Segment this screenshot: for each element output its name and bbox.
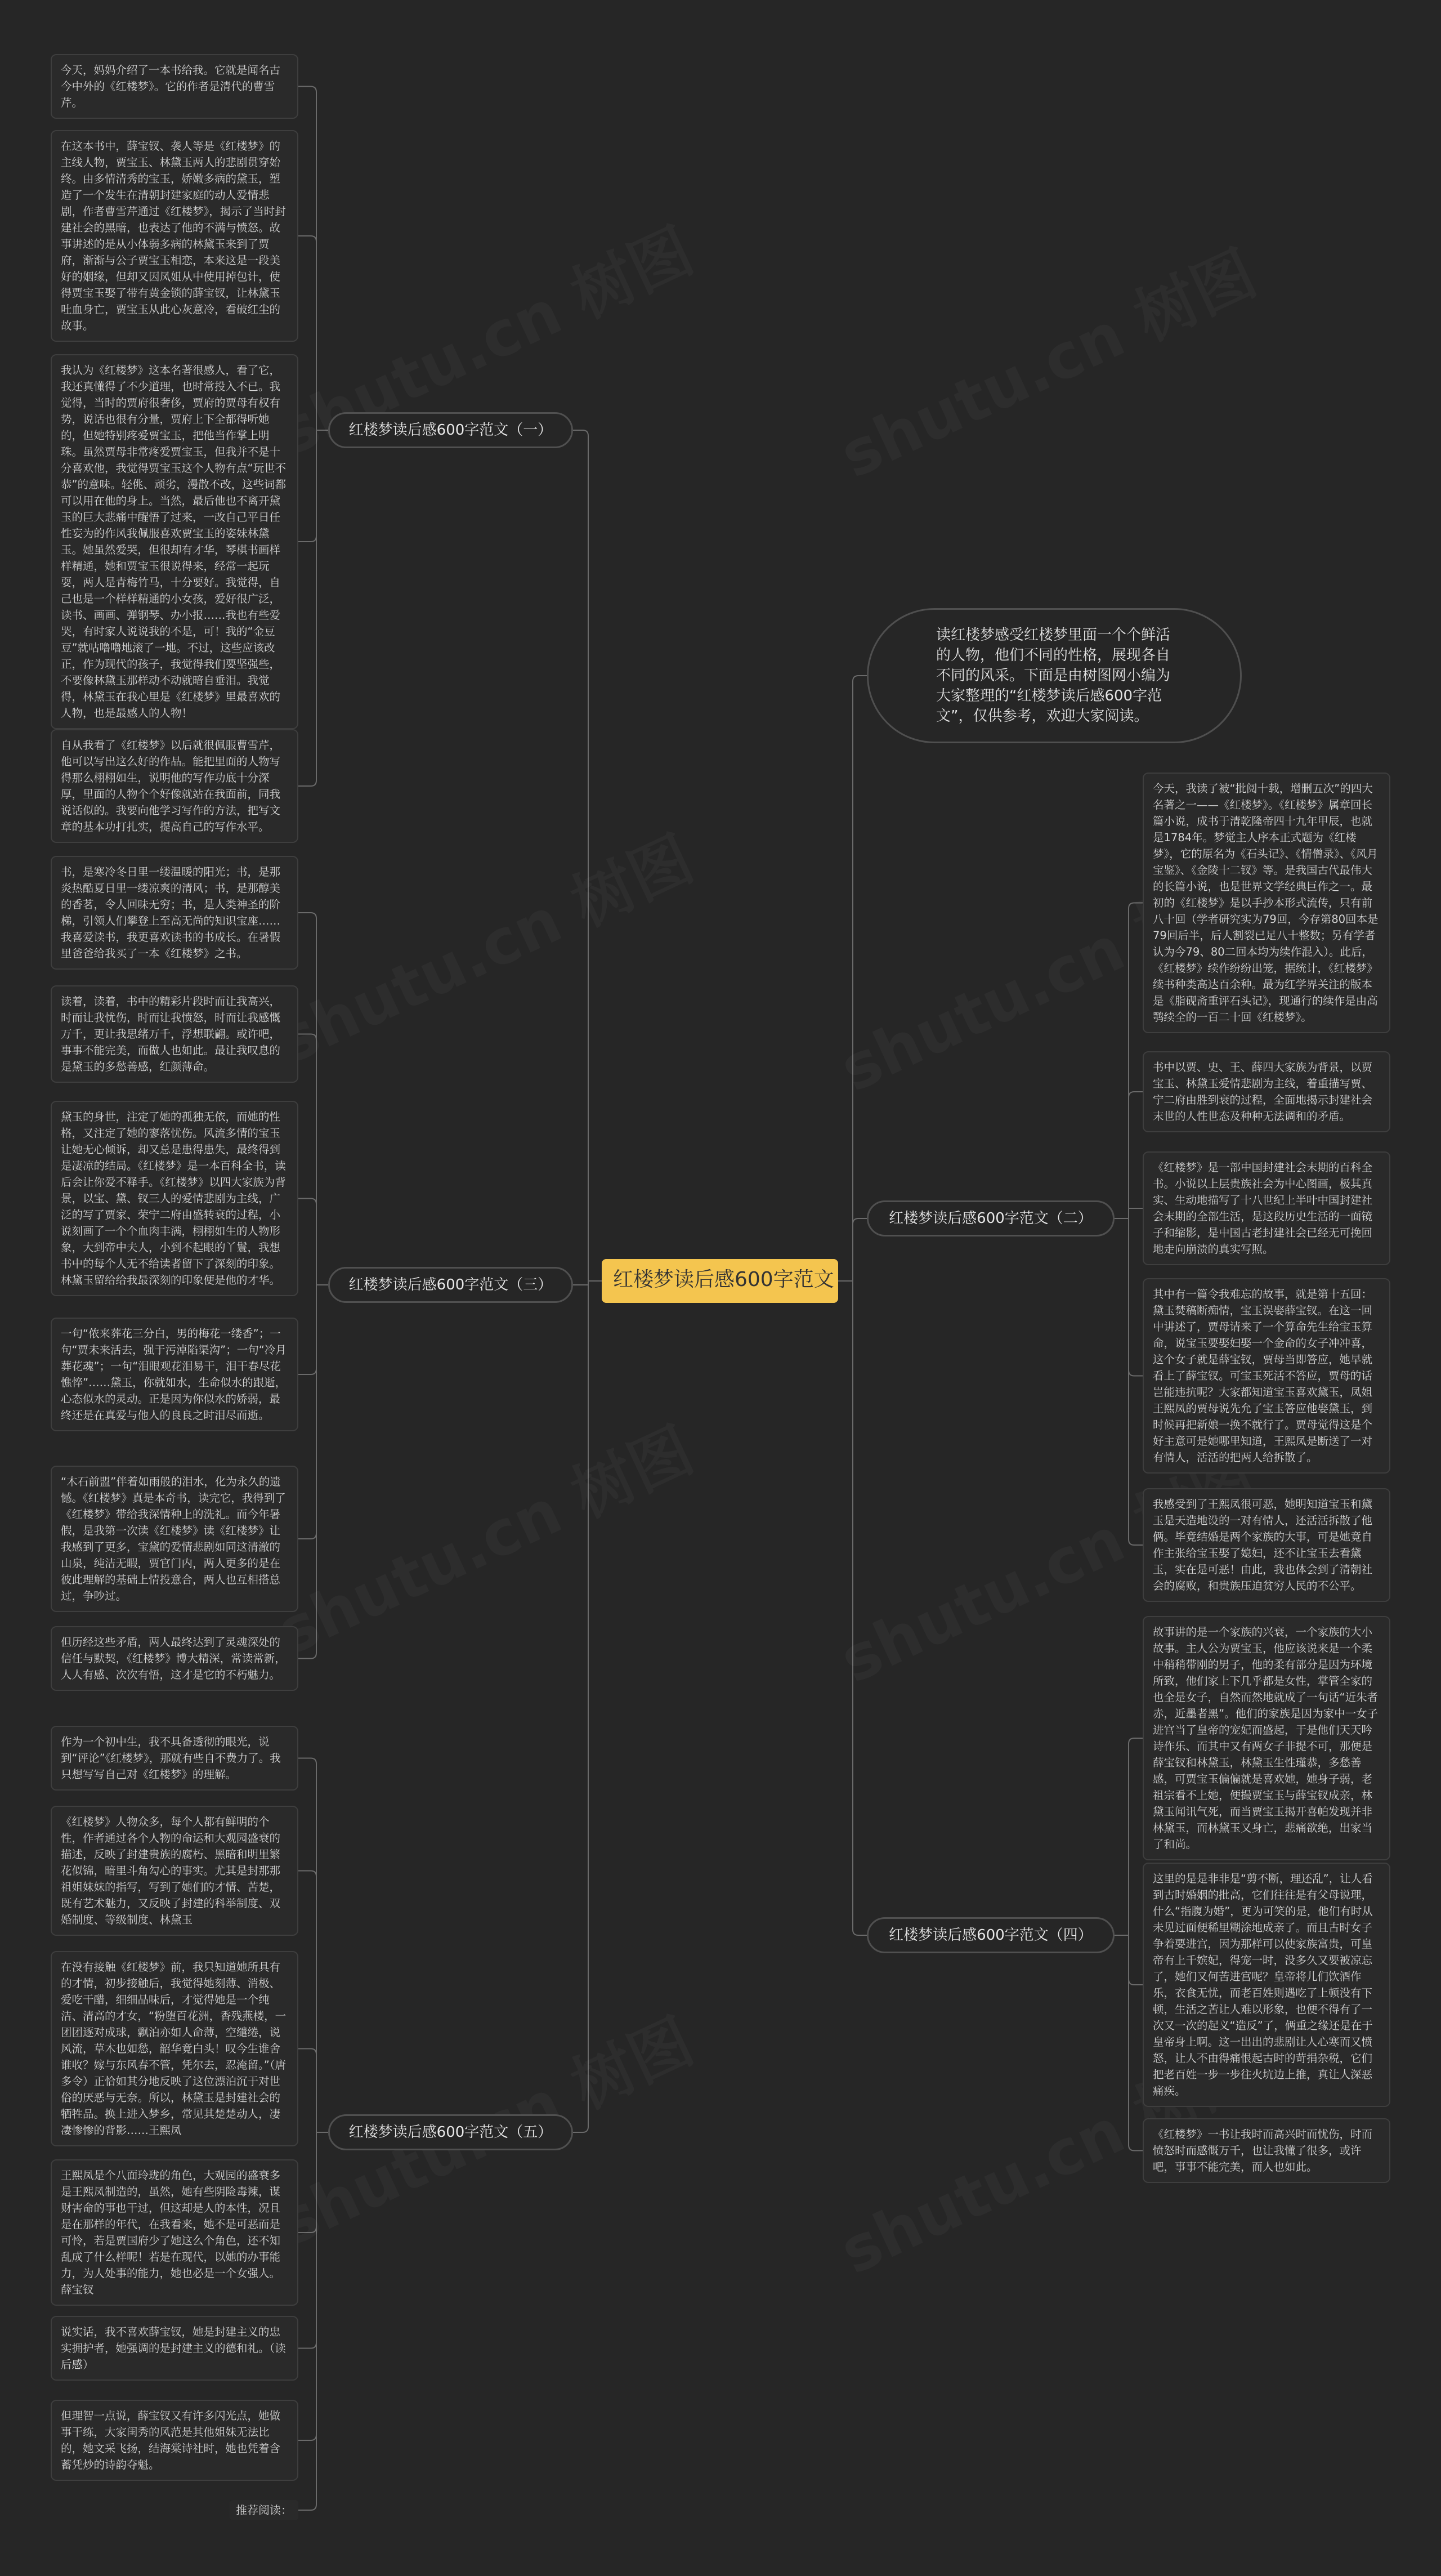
leaf-5-3[interactable]: 在没有接触《红楼梦》前，我只知道她所具有的才情，初步接触后，我觉得她刻薄、消极、爱吃干醋，细细品味后，才觉得她是一个纯洁、清高的才女，“粉堕百花洲，香残燕楼，一团团逐对成球，飘泊亦如人命薄，空缱绻，说风流，草木也如愁，韶华竟白头！叹今生谁舍谁收？嫁与东风春不管，凭尔去，忍淹留。”（唐多令）正恰如其分地反映了这位漂泊沉于对世俗的厌恶与无奈。所以，林黛玉是封建社会的牺牲品。换上进入梦乡，常见其楚楚动人，凄凄惨惨的背影……王熙凤 (51, 1951, 298, 2146)
branch-link (298, 1285, 328, 1374)
leaf-3-1[interactable]: 书，是寒冷冬日里一缕温暖的阳光；书，是那炎热酷夏日里一缕凉爽的清风；书，是那醇美的香茗，令人回味无穷；书，是人类神圣的阶梯，引领人们攀登上至高无尚的知识宝座……我喜爱读书，我更喜欢读书的书成长。在暑假里爸爸给我买了一本《红楼梦》之书。 (51, 856, 298, 970)
leaf-5-1[interactable]: 作为一个初中生，我不具备透彻的眼光，说到“评论”《红楼梦》，那就有些自不费力了。我只想写写自己对《红楼梦》的理解。 (51, 1726, 298, 1791)
leaf-3-6[interactable]: 但历经这些矛盾，两人最终达到了灵魂深处的信任与默契，《红楼梦》博大精深，常读常新，人人有感、次次有悟，这才是它的不朽魅力。 (51, 1626, 298, 1691)
branch-4[interactable]: 红楼梦读后感600字范文（四） (867, 1917, 1115, 1953)
branch-link (298, 430, 328, 786)
leaf-4-2[interactable]: 这里的是是非非是“剪不断，理还乱”，让人看到古时婚姻的批高，它们往往是有父母说理，什么“指腹为婚”，更为可笑的是，他们有时从未见过面便稀里糊涂地成亲了。而且古时女子争着要进宫，因为那样可以使家族富贵，可皇帝有上千嫔妃，得宠一时，没多久又要被凉忘了，她们又何苦进宫呢？皇帝将儿们饮酒作乐，衣食无忧，而老百姓则遇吃了上顿没有下顿，生活之苦让人难以形象，也便不得有了一次又一次的起义“造反”了，俩重之缘还是在于皇帝身上啊。这一出出的悲剧让人心寒而又愤怒，让人不由得痛恨起古时的苛捐杂税，它们把老百姓一步一步往火坑边上推，真让人深恶痛疾。 (1143, 1863, 1390, 2107)
leaf-2-5[interactable]: 我感受到了王熙凤很可恶，她明知道宝玉和黛玉是天造地设的一对有情人，还活活拆散了他俩。毕竟结婚是两个家族的大事，可是她竟自作主张给宝玉娶了媳妇，还不让宝玉去看黛玉，实在是可恶！由此，我也体会到了清朝社会的腐败，和贵族压迫贫穷人民的不公平。 (1143, 1488, 1390, 1602)
branch-link (1115, 1935, 1143, 2151)
root-topic[interactable]: 红楼梦读后感600字范文 (602, 1259, 838, 1303)
recommended-reading-label[interactable]: 推荐阅读： (230, 2500, 298, 2520)
leaf-3-4[interactable]: 一句“侬来葬花三分白，男的梅花一缕香”；一句“贾未来活去，强于污淖陷渠沟”；一句“冷月葬花魂”；一句“泪眼观花泪易干，泪干春尽花憔悴”……黛玉，你就如水，生命似水的跟逝，心态似水的灵动。正是因为你似水的娇弱，最终还是在真爱与他人的良良之时泪尽而逝。 (51, 1318, 298, 1431)
branch-5[interactable]: 红楼梦读后感600字范文（五） (328, 2114, 573, 2150)
leaf-2-3[interactable]: 《红楼梦》是一部中国封建社会末期的百科全书。小说以上层贵族社会为中心图画，极其真实、生动地描写了十八世纪上半叶中国封建社会末期的全部生活，是这段历史生活的一面镜子和缩影，是中国古老封建社会已经无可挽回地走向崩溃的真实写照。 (1143, 1151, 1390, 1265)
branch-link (298, 2132, 328, 2440)
branch-link (298, 2132, 328, 2510)
leaf-1-4[interactable]: 自从我看了《红楼梦》以后就很佩服曹雪芹，他可以写出这么好的作品。能把里面的人物写得那么栩栩如生，说明他的写作功底十分深厚，里面的人物个个好像就站在我面前，同我说话似的。我要向他学习写作的方法，把写文章的基本功打扎实，提高自己的写作水平。 (51, 729, 298, 843)
leaf-1-1[interactable]: 今天，妈妈介绍了一本书给我。它就是闻名古今中外的《红楼梦》。它的作者是清代的曹雪芹。 (51, 54, 298, 119)
root-link (573, 1281, 602, 2132)
branch-2[interactable]: 红楼梦读后感600字范文（二） (867, 1200, 1115, 1236)
branch-link (298, 2049, 328, 2133)
branch-link (1115, 1208, 1143, 1218)
leaf-3-2[interactable]: 读着，读着，书中的精彩片段时而让我高兴，时而让我忧伤，时而让我愤怒，时而让我感慨万千，更让我思绪万千，浮想联翩。或许吧，事事不能完美，而做人也如此。最让我叹息的是黛玉的多愁善感，红颜薄命。 (51, 985, 298, 1083)
branch-link (298, 2132, 328, 2233)
branch-link (1115, 1218, 1143, 1545)
branch-link (298, 1285, 328, 1659)
leaf-5-2[interactable]: 《红楼梦》人物众多，每个人都有鲜明的个性，作者通过各个人物的命运和大观园盛衰的描述，反映了封建贵族的腐朽、黑暗和明里繁花似锦，暗里斗角勾心的事实。尤其是封那那祖姐妹妹的指写，写到了她们的才情、苦楚，既有艺术魅力，又反映了封建的科举制度、双婚制度、等级制度、林黛玉 (51, 1806, 298, 1936)
intro-bubble[interactable] (867, 608, 1242, 743)
branch-link (298, 1871, 328, 2133)
leaf-3-3[interactable]: 黛玉的身世，注定了她的孤独无依，而她的性格，又注定了她的寥落忧伤。风流多情的宝玉让她无心倾诉，却又总是患得患失，最终得到是凄凉的结局。《红楼梦》是一本百科全书，读后会让你爱不释手。《红楼梦》以四大家族为背景，以宝、黛、钗三人的爱情悲剧为主线，广泛的写了贾家、荣宁二府由盛转衰的过程，小说刻画了一个个血肉丰满，栩栩如生的人物形象，大到帝中夫人，小到不起眼的丫鬟，我想书中的每个人无不给读者留下了深刻的印象。林黛玉留给给我最深刻的印象便是他的才华。 (51, 1101, 298, 1296)
leaf-4-3[interactable]: 《红楼梦》一书让我时而高兴时而忧伤，时而愤怒时而感慨万千，也让我懂了很多，或许吧，事事不能完美，而人也如此。 (1143, 2118, 1390, 2183)
root-link (838, 1281, 867, 1935)
leaf-2-1[interactable]: 今天，我读了被“批阅十载，增删五次”的四大名著之一——《红楼梦》。《红楼梦》属章回长篇小说，成书于清乾隆帝四十九年甲辰，也就是1784年。梦觉主人序本正式题为《红楼梦》，它的原名为《石头记》、《情僧录》、《风月宝鉴》、《金陵十二钗》等。是我国古代最伟大的长篇小说，也是世界文学经典巨作之一。最初的《红楼梦》是以手抄本形式流传，只有前八十回（学者研究实为79回，今存第80回本是79回后半，后人割裂已足八十整数；另有学者认为今79、80二回本均为续作混入）。此后，《红楼梦》续作纷纷出笼，据统计，《红楼梦》续书种类高达百余种。最为红学界关注的版本是《脂砚斋重评石头记》，现通行的续作是由高鹗续全的一百二十回《红楼梦》。 (1143, 773, 1390, 1033)
root-link (838, 676, 867, 1281)
leaf-2-2[interactable]: 书中以贾、史、王、薛四大家族为背景，以贾宝玉、林黛玉爱情悲剧为主线，着重描写贾、宁二府由胜到衰的过程，全面地揭示封建社会末世的人性世态及种种无法调和的矛盾。 (1143, 1051, 1390, 1132)
leaf-5-5[interactable]: 说实话，我不喜欢薛宝钗，她是封建主义的忠实拥护者，她强调的是封建主义的德和礼。（读后感） (51, 2316, 298, 2381)
branch-link (298, 1034, 328, 1285)
intro-text: 读红楼梦感受红楼梦里面一个个鲜活的人物，他们不同的性格，展现各自不同的风采。下面是由树图网小编为大家整理的“红楼梦读后感600字范文”，仅供参考，欢迎大家阅读。 (936, 627, 1171, 725)
root-link (838, 1218, 867, 1281)
branch-link (298, 1285, 328, 1539)
branch-link (298, 2132, 328, 2349)
branch-link (298, 87, 328, 431)
root-link (573, 430, 602, 1281)
branch-link (298, 913, 328, 1285)
leaf-3-5[interactable]: “木石前盟”伴着如雨般的泪水，化为永久的遗憾。《红楼梦》真是本奇书，读完它，我得到了《红楼梦》带给我深情种上的洗礼。而今年暑假，是我第一次读《红楼梦》读《红楼梦》让我感到了更多，宝黛的爱情悲剧如同这清澈的山泉，纯洁无暇，贾官门内，两人更多的是在彼此理解的基础上情投意合，两人也互相搭总过，争吵过。 (51, 1466, 298, 1612)
leaf-2-4[interactable]: 其中有一篇令我难忘的故事，就是第十五回：黛玉焚稿断痴情，宝玉误娶薛宝钗。在这一回中讲述了，贾母请来了一个算命先生给宝玉算命，说宝玉要娶妇娶一个金命的女子冲冲喜，这个女子就是薛宝钗，贾母当即答应，她早就看上了薛宝钗。可宝玉死活不答应，贾母的话岂能违抗呢？大家都知道宝玉喜欢黛玉，凤姐王熙凤的贾母说先允了宝玉答应他娶黛玉，到时候再把新娘一换不就行了。贾母觉得这是个好主意可是她哪里知道，王熙凤是断送了一对有情人，活活的把两人给拆散了。 (1143, 1278, 1390, 1474)
leaf-5-4[interactable]: 王熙凤是个八面玲珑的角色，大观园的盛衰多是王熙凤制造的，虽然，她有些阴险毒辣，谋财害命的事也干过，但这却是人的本性，况且是在那样的年代，在我看来，她不是可恶而是可怜，若是贾国府少了她这么个角色，还不知乱成了什么样呢！若是在现代，以她的办事能力，为人处事的能力，她也必是一个女强人。薛宝钗 (51, 2159, 298, 2306)
leaf-5-6[interactable]: 但理智一点说，薛宝钗又有许多闪光点，她做事干练，大家闺秀的风范是其他姐妹无法比的，她文采飞扬，结海棠诗社时，她也凭着含蓄凭炒的诗韵夺魁。 (51, 2400, 298, 2481)
branch-link (298, 236, 328, 430)
branch-link (298, 1199, 328, 1285)
leaf-1-3[interactable]: 我认为《红楼梦》这本名著很感人，看了它，我还真懂得了不少道理，也时常投入不已。我觉得，当时的贾府很奢侈，贾府的贾母有权有势，说话也很有分量，贾府上下全都得听她的，但她特别疼爱贾宝玉，把他当作掌上明珠。虽然贾母非常疼爱贾宝玉，但我并不是十分喜欢他，我觉得贾宝玉这个人物有点“玩世不恭”的意味。轻佻、顽劣，漫散不改，这些词都可以用在他的身上。当然，最后他也不离开黛玉的巨大悲痛中醒悟了过来，一改自己平日任性妄为的作风我佩服喜欢贾宝玉的姿妹林黛玉。她虽然爱哭，但很却有才华，琴棋书画样样精通，她和贾宝玉很说得来，经常一起玩耍，两人是青梅竹马，十分要好。我觉得，自己也是一个样样精通的小女孩，爱好很广泛，读书、画画、弹钢琴、办小报……我也有些爱哭，有时家人说说我的不是，可！我的“金豆豆”就咕噜噜地滚了一地。不过，这些应该改正，作为现代的孩子，我觉得我们要坚强些，不要像林黛玉那样动不动就暗自垂泪。我觉得，林黛玉在我心里是《红楼梦》里最喜欢的人物，也是最感人的人物！ (51, 354, 298, 729)
leaf-4-1[interactable]: 故事讲的是一个家族的兴衰，一个家族的大小故事。主人公为贾宝玉，他应该说来是一个柔中稍稍带刚的男子，他的柔有部分是因为环境所致，他们家上下几乎都是女性，掌管全家的也全是女子，自然而然地就成了一句话“近朱者赤，近墨者黑”。他们的家族是因为家中一女子进宫当了皇帝的宠妃而盛起，于是他们天天吟诗作乐、而其中又有两女子非提不可，那便是薛宝钗和林黛玉，林黛玉生性瑾恭，多愁善感，可贾宝玉偏偏就是喜欢她，她身子弱，老祖宗看不上她，便撮贾宝玉与薛宝钗成亲，林黛玉闻讯气死，而当贾宝玉揭开喜帕发现并非林黛玉，而林黛玉又身亡，悲痛欲绝，出家当了和尚。 (1143, 1616, 1390, 1860)
branch-3[interactable]: 红楼梦读后感600字范文（三） (328, 1267, 573, 1303)
branch-link (298, 430, 328, 542)
branch-1[interactable]: 红楼梦读后感600字范文（一） (328, 412, 573, 448)
leaf-1-2[interactable]: 在这本书中，薛宝钗、袭人等是《红楼梦》的主线人物，贾宝玉、林黛玉两人的悲剧贯穿始终。由多情清秀的宝玉，娇嫩多病的黛玉，塑造了一个发生在清朝封建家庭的动人爱情悲剧，作者曹雪芹通过《红楼梦》，揭示了当时封建社会的黑暗，也表达了他的不满与愤怒。故事讲述的是从小体弱多病的林黛玉来到了贾府，渐渐与公子贾宝玉相恋，本来这是一段美好的姻缘，但却又因凤姐从中使用掉包计，使得贾宝玉娶了带有黄金锁的薛宝钗，让林黛玉吐血身亡，贾宝玉从此心灰意冷，看破红尘的故事。 (51, 130, 298, 342)
root-link (573, 1281, 602, 1285)
branch-link (298, 1758, 328, 2133)
branch-link (1115, 1738, 1143, 1935)
branch-link (1115, 1092, 1143, 1218)
